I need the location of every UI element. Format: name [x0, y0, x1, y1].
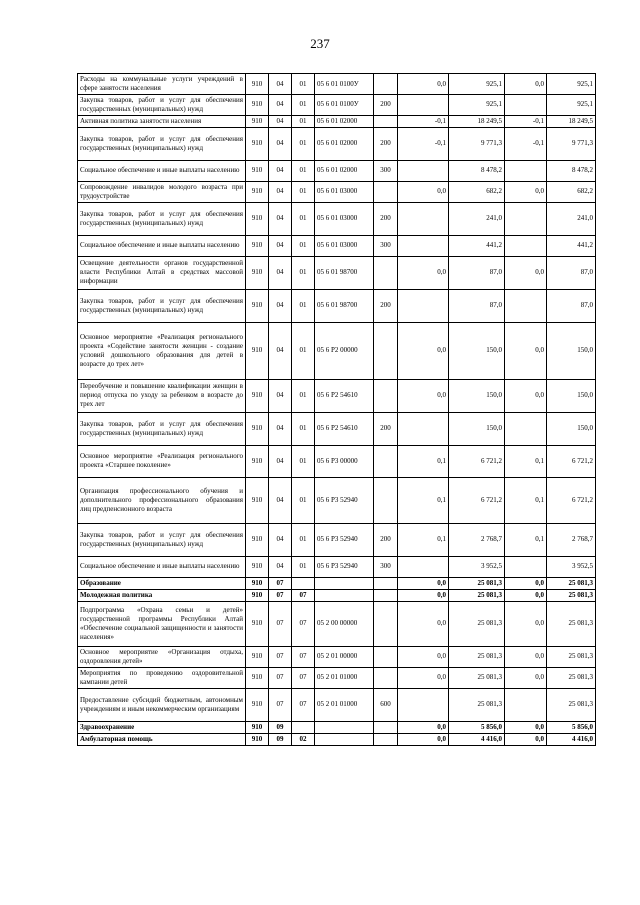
cell-change-2: 0,0	[505, 667, 547, 688]
cell-expense-type	[374, 589, 398, 601]
cell-ministry: 910	[246, 160, 269, 181]
cell-change-1: 0,0	[398, 601, 449, 646]
cell-change-1: 0,0	[398, 589, 449, 601]
cell-section: 07	[269, 577, 292, 589]
cell-change-2	[505, 235, 547, 256]
cell-expense-type: 200	[374, 202, 398, 235]
cell-amount-1: 682,2	[449, 181, 505, 202]
cell-change-1	[398, 289, 449, 322]
cell-target-article: 05 6 P2 54610	[315, 379, 374, 412]
cell-change-2: 0,0	[505, 733, 547, 745]
cell-expense-type	[374, 181, 398, 202]
cell-amount-2: 150,0	[547, 322, 596, 379]
cell-ministry: 910	[246, 646, 269, 667]
table-body	[78, 74, 596, 746]
cell-subsection: 01	[292, 127, 315, 160]
cell-target-article: 05 6 P3 00000	[315, 445, 374, 477]
cell-subsection: 01	[292, 95, 315, 116]
table-row	[78, 95, 596, 116]
cell-expense-type: 300	[374, 556, 398, 577]
cell-amount-1: 9 771,3	[449, 127, 505, 160]
cell-section: 04	[269, 235, 292, 256]
cell-ministry: 910	[246, 235, 269, 256]
cell-subsection: 01	[292, 556, 315, 577]
cell-section: 04	[269, 115, 292, 127]
cell-name: Активная политика занятости населения	[78, 115, 246, 127]
cell-amount-1: 6 721,2	[449, 445, 505, 477]
cell-target-article: 05 2 01 01000	[315, 667, 374, 688]
cell-ministry: 910	[246, 181, 269, 202]
cell-change-2	[505, 202, 547, 235]
cell-subsection: 01	[292, 181, 315, 202]
cell-ministry: 910	[246, 256, 269, 289]
cell-name: Подпрограмма «Охрана семьи и детей» государственной программы Республики Алтай «Обеспечение социальной защищенности и занятости населения»	[78, 601, 246, 646]
cell-amount-1: 87,0	[449, 256, 505, 289]
cell-section: 07	[269, 601, 292, 646]
cell-amount-2: 5 856,0	[547, 721, 596, 733]
cell-change-1	[398, 556, 449, 577]
cell-section: 04	[269, 74, 292, 95]
cell-amount-2: 9 771,3	[547, 127, 596, 160]
budget-table	[77, 73, 596, 746]
cell-subsection	[292, 721, 315, 733]
cell-expense-type: 300	[374, 160, 398, 181]
cell-ministry: 910	[246, 556, 269, 577]
cell-ministry: 910	[246, 289, 269, 322]
cell-change-2: 0,0	[505, 589, 547, 601]
cell-section: 09	[269, 733, 292, 745]
cell-expense-type	[374, 577, 398, 589]
cell-target-article: 05 2 00 00000	[315, 601, 374, 646]
table-row	[78, 556, 596, 577]
table-row	[78, 721, 596, 733]
cell-target-article	[315, 589, 374, 601]
cell-name: Переобучение и повышение квалификации женщин в период отпуска по уходу за ребенком в возрасте до трех лет	[78, 379, 246, 412]
cell-target-article	[315, 577, 374, 589]
cell-expense-type	[374, 379, 398, 412]
cell-target-article: 05 6 01 03000	[315, 235, 374, 256]
cell-name: Социальное обеспечение и иные выплаты населению	[78, 556, 246, 577]
cell-amount-1: 25 081,3	[449, 577, 505, 589]
cell-change-2: 0,0	[505, 601, 547, 646]
cell-name: Закупка товаров, работ и услуг для обеспечения государственных (муниципальных) нужд	[78, 523, 246, 556]
cell-ministry: 910	[246, 127, 269, 160]
cell-target-article: 05 6 P3 52940	[315, 556, 374, 577]
cell-change-1: 0,1	[398, 523, 449, 556]
cell-amount-1: 25 081,3	[449, 601, 505, 646]
cell-amount-2: 87,0	[547, 289, 596, 322]
cell-change-2: 0,0	[505, 379, 547, 412]
cell-ministry: 910	[246, 721, 269, 733]
table-row	[78, 160, 596, 181]
cell-amount-1: 25 081,3	[449, 667, 505, 688]
cell-target-article: 05 6 P3 52940	[315, 523, 374, 556]
cell-subsection: 01	[292, 322, 315, 379]
cell-name: Сопровождение инвалидов молодого возраста при трудоустройстве	[78, 181, 246, 202]
cell-amount-2: 87,0	[547, 256, 596, 289]
cell-change-2: 0,0	[505, 721, 547, 733]
cell-ministry: 910	[246, 379, 269, 412]
cell-name: Здравоохранение	[78, 721, 246, 733]
cell-subsection: 01	[292, 523, 315, 556]
cell-subsection: 01	[292, 256, 315, 289]
table-row	[78, 646, 596, 667]
cell-change-2	[505, 412, 547, 445]
cell-name: Основное мероприятие «Реализация регионального проекта «Старшее поколение»	[78, 445, 246, 477]
cell-amount-1: 87,0	[449, 289, 505, 322]
cell-name: Закупка товаров, работ и услуг для обеспечения государственных (муниципальных) нужд	[78, 95, 246, 116]
cell-amount-2: 150,0	[547, 412, 596, 445]
cell-name: Социальное обеспечение и иные выплаты населению	[78, 235, 246, 256]
cell-change-2	[505, 95, 547, 116]
cell-ministry: 910	[246, 115, 269, 127]
cell-amount-1: 8 478,2	[449, 160, 505, 181]
cell-amount-2: 925,1	[547, 95, 596, 116]
cell-section: 04	[269, 477, 292, 523]
cell-amount-1: 5 856,0	[449, 721, 505, 733]
cell-subsection: 07	[292, 667, 315, 688]
cell-ministry: 910	[246, 589, 269, 601]
cell-amount-1: 25 081,3	[449, 688, 505, 721]
cell-expense-type: 200	[374, 289, 398, 322]
cell-change-2: 0,0	[505, 181, 547, 202]
cell-change-1: 0,0	[398, 181, 449, 202]
table-row	[78, 477, 596, 523]
cell-change-1: 0,0	[398, 74, 449, 95]
cell-subsection: 07	[292, 589, 315, 601]
cell-ministry: 910	[246, 523, 269, 556]
cell-amount-1: 2 768,7	[449, 523, 505, 556]
cell-amount-2: 925,1	[547, 74, 596, 95]
cell-name: Основное мероприятие «Организация отдыха, оздоровления детей»	[78, 646, 246, 667]
table-row	[78, 379, 596, 412]
cell-change-1: 0,0	[398, 322, 449, 379]
table-row	[78, 523, 596, 556]
cell-change-2: 0,0	[505, 74, 547, 95]
cell-amount-2: 4 416,0	[547, 733, 596, 745]
cell-subsection: 01	[292, 160, 315, 181]
cell-expense-type	[374, 721, 398, 733]
cell-subsection: 01	[292, 74, 315, 95]
cell-amount-1: 25 081,3	[449, 646, 505, 667]
table-row	[78, 688, 596, 721]
cell-expense-type: 600	[374, 688, 398, 721]
cell-ministry: 910	[246, 601, 269, 646]
cell-ministry: 910	[246, 733, 269, 745]
cell-target-article: 05 6 01 0100У	[315, 74, 374, 95]
cell-expense-type	[374, 445, 398, 477]
table-row	[78, 601, 596, 646]
cell-section: 04	[269, 322, 292, 379]
cell-expense-type: 200	[374, 127, 398, 160]
cell-amount-1: 441,2	[449, 235, 505, 256]
table-row	[78, 589, 596, 601]
cell-section: 07	[269, 646, 292, 667]
cell-ministry: 910	[246, 667, 269, 688]
cell-change-1: 0,0	[398, 646, 449, 667]
cell-amount-2: 682,2	[547, 181, 596, 202]
cell-expense-type	[374, 477, 398, 523]
cell-change-1: 0,1	[398, 477, 449, 523]
table-row	[78, 577, 596, 589]
cell-amount-1: 150,0	[449, 379, 505, 412]
cell-subsection: 07	[292, 688, 315, 721]
cell-expense-type	[374, 601, 398, 646]
page-number: 237	[310, 36, 330, 51]
cell-amount-2: 25 081,3	[547, 577, 596, 589]
table-row	[78, 256, 596, 289]
cell-change-2	[505, 688, 547, 721]
cell-subsection: 01	[292, 235, 315, 256]
cell-expense-type: 200	[374, 523, 398, 556]
cell-change-1: 0,0	[398, 256, 449, 289]
cell-change-1: 0,0	[398, 733, 449, 745]
cell-subsection: 01	[292, 445, 315, 477]
cell-target-article: 05 6 P2 54610	[315, 412, 374, 445]
cell-change-1: 0,0	[398, 667, 449, 688]
cell-expense-type: 200	[374, 95, 398, 116]
cell-ministry: 910	[246, 445, 269, 477]
cell-target-article: 05 6 01 02000	[315, 127, 374, 160]
cell-section: 04	[269, 202, 292, 235]
cell-subsection: 01	[292, 477, 315, 523]
cell-amount-2: 25 081,3	[547, 646, 596, 667]
cell-target-article	[315, 721, 374, 733]
table-row	[78, 289, 596, 322]
cell-ministry: 910	[246, 477, 269, 523]
cell-name: Предоставление субсидий бюджетным, автономным учреждениям и иным некоммерческим организациям	[78, 688, 246, 721]
cell-section: 04	[269, 95, 292, 116]
cell-change-1: 0,0	[398, 379, 449, 412]
cell-name: Амбулаторная помощь	[78, 733, 246, 745]
cell-name: Закупка товаров, работ и услуг для обеспечения государственных (муниципальных) нужд	[78, 412, 246, 445]
cell-subsection: 02	[292, 733, 315, 745]
cell-target-article: 05 6 01 02000	[315, 115, 374, 127]
cell-target-article: 05 2 01 00000	[315, 646, 374, 667]
cell-amount-1: 18 249,5	[449, 115, 505, 127]
cell-amount-1: 925,1	[449, 95, 505, 116]
cell-name: Закупка товаров, работ и услуг для обеспечения государственных (муниципальных) нужд	[78, 202, 246, 235]
cell-amount-2: 25 081,3	[547, 589, 596, 601]
cell-expense-type: 300	[374, 235, 398, 256]
table-row	[78, 181, 596, 202]
cell-ministry: 910	[246, 412, 269, 445]
cell-amount-1: 241,0	[449, 202, 505, 235]
cell-section: 04	[269, 256, 292, 289]
cell-expense-type	[374, 322, 398, 379]
cell-amount-1: 25 081,3	[449, 589, 505, 601]
cell-ministry: 910	[246, 202, 269, 235]
cell-subsection: 07	[292, 646, 315, 667]
cell-expense-type	[374, 646, 398, 667]
cell-change-2: 0,1	[505, 523, 547, 556]
cell-change-1: -0,1	[398, 115, 449, 127]
cell-name: Закупка товаров, работ и услуг для обеспечения государственных (муниципальных) нужд	[78, 127, 246, 160]
cell-change-2: 0,1	[505, 477, 547, 523]
cell-section: 04	[269, 556, 292, 577]
cell-amount-2: 441,2	[547, 235, 596, 256]
cell-amount-1: 3 952,5	[449, 556, 505, 577]
cell-name: Организация профессионального обучения и дополнительного профессионального образования лиц предпенсионного возраста	[78, 477, 246, 523]
cell-target-article: 05 6 01 98700	[315, 289, 374, 322]
table-row	[78, 733, 596, 745]
cell-section: 04	[269, 127, 292, 160]
cell-change-1: -0,1	[398, 127, 449, 160]
cell-target-article: 05 6 01 02000	[315, 160, 374, 181]
table-row	[78, 115, 596, 127]
cell-section: 04	[269, 181, 292, 202]
cell-section: 04	[269, 412, 292, 445]
cell-section: 04	[269, 289, 292, 322]
cell-target-article	[315, 733, 374, 745]
cell-name: Мероприятия по проведению оздоровительной кампании детей	[78, 667, 246, 688]
cell-subsection: 01	[292, 379, 315, 412]
cell-subsection: 01	[292, 289, 315, 322]
cell-amount-2: 6 721,2	[547, 445, 596, 477]
cell-change-1	[398, 202, 449, 235]
cell-section: 07	[269, 688, 292, 721]
cell-change-1	[398, 95, 449, 116]
cell-subsection: 01	[292, 115, 315, 127]
cell-change-2: -0,1	[505, 115, 547, 127]
cell-target-article: 05 6 01 0100У	[315, 95, 374, 116]
cell-expense-type	[374, 733, 398, 745]
cell-target-article: 05 6 P3 52940	[315, 477, 374, 523]
cell-section: 04	[269, 379, 292, 412]
table-row	[78, 322, 596, 379]
cell-amount-2: 25 081,3	[547, 667, 596, 688]
cell-amount-2: 25 081,3	[547, 688, 596, 721]
cell-target-article: 05 2 01 01000	[315, 688, 374, 721]
cell-change-1: 0,0	[398, 577, 449, 589]
cell-section: 04	[269, 445, 292, 477]
cell-name: Освещение деятельности органов государственной власти Республики Алтай в средствах массовой информации	[78, 256, 246, 289]
cell-target-article: 05 6 01 03000	[315, 181, 374, 202]
cell-section: 07	[269, 667, 292, 688]
cell-amount-1: 4 416,0	[449, 733, 505, 745]
table-row	[78, 127, 596, 160]
cell-amount-1: 925,1	[449, 74, 505, 95]
cell-change-2: 0,0	[505, 322, 547, 379]
cell-change-2	[505, 556, 547, 577]
cell-target-article: 05 6 01 03000	[315, 202, 374, 235]
cell-section: 09	[269, 721, 292, 733]
cell-change-1	[398, 235, 449, 256]
cell-target-article: 05 6 01 98700	[315, 256, 374, 289]
cell-name: Закупка товаров, работ и услуг для обеспечения государственных (муниципальных) нужд	[78, 289, 246, 322]
cell-expense-type	[374, 256, 398, 289]
cell-subsection	[292, 577, 315, 589]
cell-section: 07	[269, 589, 292, 601]
cell-change-2: 0,0	[505, 577, 547, 589]
cell-amount-2: 25 081,3	[547, 601, 596, 646]
table-row	[78, 412, 596, 445]
cell-change-1	[398, 160, 449, 181]
cell-change-1: 0,1	[398, 445, 449, 477]
cell-amount-2: 18 249,5	[547, 115, 596, 127]
cell-expense-type	[374, 74, 398, 95]
table-row	[78, 445, 596, 477]
cell-change-2: -0,1	[505, 127, 547, 160]
cell-change-1	[398, 412, 449, 445]
cell-change-2: 0,0	[505, 256, 547, 289]
cell-expense-type: 200	[374, 412, 398, 445]
cell-expense-type	[374, 115, 398, 127]
cell-change-2	[505, 289, 547, 322]
cell-subsection: 07	[292, 601, 315, 646]
cell-amount-2: 2 768,7	[547, 523, 596, 556]
cell-section: 04	[269, 523, 292, 556]
cell-name: Расходы на коммунальные услуги учреждений в сфере занятости населения	[78, 74, 246, 95]
cell-ministry: 910	[246, 95, 269, 116]
cell-subsection: 01	[292, 412, 315, 445]
cell-amount-2: 241,0	[547, 202, 596, 235]
cell-name: Социальное обеспечение и иные выплаты населению	[78, 160, 246, 181]
cell-amount-2: 3 952,5	[547, 556, 596, 577]
cell-amount-2: 8 478,2	[547, 160, 596, 181]
cell-change-2: 0,0	[505, 646, 547, 667]
cell-ministry: 910	[246, 322, 269, 379]
cell-section: 04	[269, 160, 292, 181]
cell-name: Молодежная политика	[78, 589, 246, 601]
table-row	[78, 202, 596, 235]
cell-name: Основное мероприятие «Реализация регионального проекта «Содействие занятости женщин - создание условий дошкольного образования для детей в возрасте до трех лет»	[78, 322, 246, 379]
cell-subsection: 01	[292, 202, 315, 235]
cell-change-1	[398, 688, 449, 721]
cell-name: Образование	[78, 577, 246, 589]
cell-amount-2: 150,0	[547, 379, 596, 412]
table-row	[78, 667, 596, 688]
table-row	[78, 74, 596, 95]
cell-amount-1: 150,0	[449, 322, 505, 379]
cell-change-1: 0,0	[398, 721, 449, 733]
cell-amount-1: 150,0	[449, 412, 505, 445]
cell-amount-1: 6 721,2	[449, 477, 505, 523]
cell-target-article: 05 6 P2 00000	[315, 322, 374, 379]
cell-ministry: 910	[246, 688, 269, 721]
table-row	[78, 235, 596, 256]
cell-change-2	[505, 160, 547, 181]
cell-expense-type	[374, 667, 398, 688]
cell-amount-2: 6 721,2	[547, 477, 596, 523]
cell-change-2: 0,1	[505, 445, 547, 477]
cell-ministry: 910	[246, 577, 269, 589]
cell-ministry: 910	[246, 74, 269, 95]
